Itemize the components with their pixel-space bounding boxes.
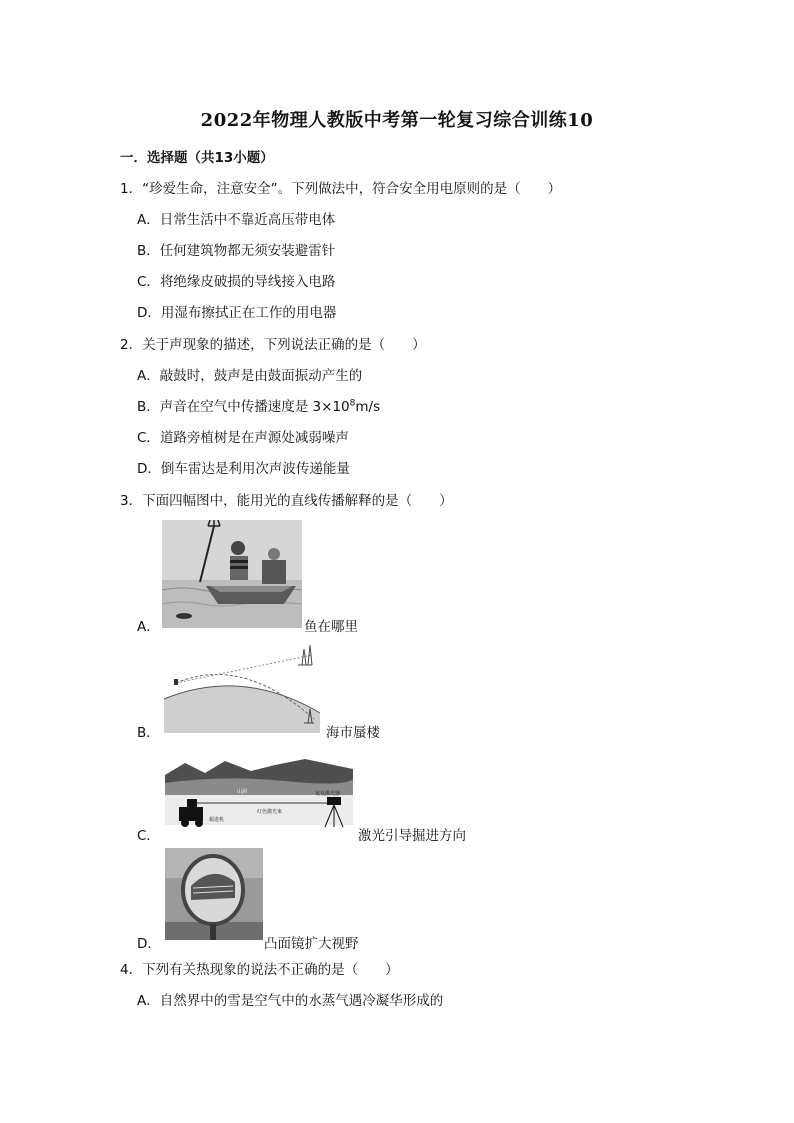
- option-label: C．: [137, 430, 160, 446]
- option-label: D．: [137, 461, 161, 477]
- option-label: A．: [137, 619, 160, 635]
- question-3-stem: 3．下面四幅图中，能用光的直线传播解释的是（ ）: [120, 493, 453, 509]
- option-label: C．: [137, 274, 160, 290]
- question-2-option-b: [137, 395, 380, 415]
- option-text: 日常生活中不靠近高压带电体: [159, 212, 336, 228]
- question-2-stem: 2．关于声现象的描述，下列说法正确的是（ ）: [120, 337, 426, 353]
- mirage-image: [162, 637, 324, 733]
- question-2-option-d: [137, 457, 350, 477]
- option-exponent: 8: [349, 398, 356, 409]
- question-2-option-c: [137, 426, 349, 446]
- option-c-caption: 激光引导掘进方向: [358, 828, 466, 844]
- question-3-option-d: [137, 932, 161, 952]
- option-text-post: m/s: [355, 399, 381, 415]
- option-label: D．: [137, 305, 161, 321]
- option-text-pre: 声音在空气中传播速度是 3×10: [159, 399, 350, 415]
- option-label: A．: [137, 993, 160, 1009]
- section-heading: 一．选择题（共13小题）: [120, 150, 274, 166]
- question-1-option-b: [137, 239, 335, 259]
- option-label: B．: [137, 243, 160, 259]
- machine-label: 掘进机: [209, 817, 225, 823]
- beam-label: 红色激光束: [257, 809, 283, 815]
- question-2-option-a: [137, 364, 362, 384]
- option-label: A．: [137, 368, 160, 384]
- fishing-boat-image: [162, 520, 302, 628]
- option-label: B．: [137, 399, 160, 415]
- laser-tunnel-image: [165, 755, 353, 833]
- question-1-option-a: [137, 208, 335, 228]
- option-label: A．: [137, 212, 160, 228]
- question-3-option-a: [137, 615, 160, 635]
- laser-label: 氦氖激光器: [315, 791, 341, 797]
- question-3-option-c: [137, 824, 160, 844]
- option-text: 倒车雷达是利用次声波传递能量: [160, 461, 350, 477]
- question-4-stem: 4．下列有关热现象的说法不正确的是（ ）: [120, 962, 399, 978]
- option-a-caption: 鱼在哪里: [304, 619, 358, 635]
- question-3-option-b: [137, 721, 160, 741]
- option-text: 敲鼓时，鼓声是由鼓面振动产生的: [159, 368, 363, 384]
- option-text: 自然界中的雪是空气中的水蒸气遇冷凝华形成的: [159, 993, 444, 1009]
- question-1-option-d: [137, 301, 336, 321]
- option-text: 任何建筑物都无须安装避雷针: [159, 243, 336, 259]
- option-text: 用湿布擦拭正在工作的用电器: [160, 305, 337, 321]
- option-b-caption: 海市蜃楼: [326, 725, 380, 741]
- document-title: 2022年物理人教版中考第一轮复习综合训练10: [200, 110, 594, 131]
- option-d-caption: 凸面镜扩大视野: [264, 936, 359, 952]
- option-label: C．: [137, 828, 160, 844]
- convex-mirror-image: [165, 848, 263, 940]
- question-1-stem: 1．“珍爱生命，注意安全”。下列做法中，符合安全用电原则的是（ ）: [120, 181, 562, 197]
- option-text: 将绝缘皮破损的导线接入电路: [159, 274, 336, 290]
- option-text: 道路旁植树是在声源处减弱噪声: [159, 430, 349, 446]
- option-label: D．: [137, 936, 161, 952]
- option-label: B．: [137, 725, 160, 741]
- question-1-option-c: [137, 270, 335, 290]
- mountain-label: 山洞: [237, 789, 248, 795]
- question-4-option-a: [137, 989, 443, 1009]
